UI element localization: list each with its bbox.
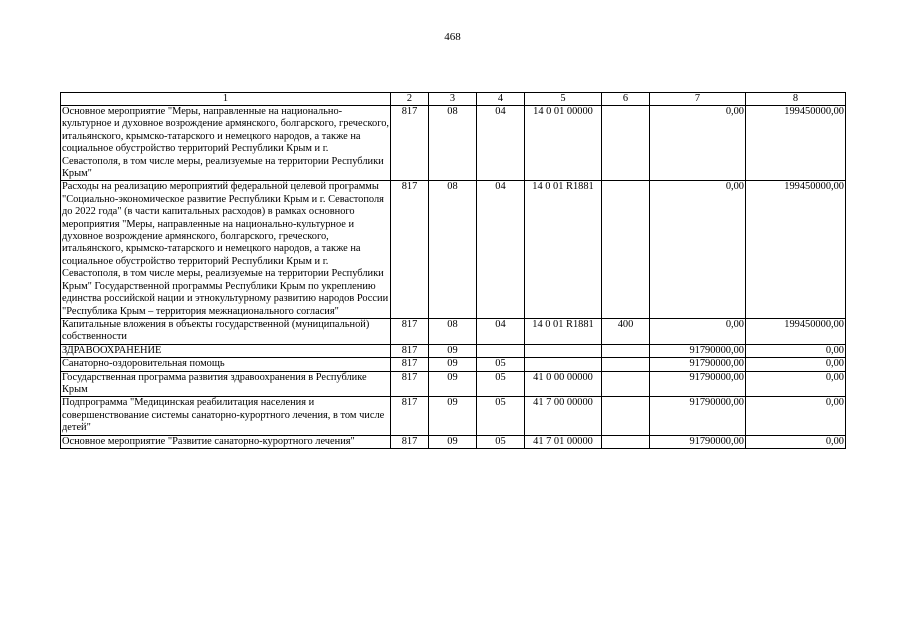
table-row <box>61 181 846 318</box>
row-name: Основное мероприятие "Развитие санаторно-курортного лечения" <box>61 435 391 448</box>
header-col-5: 5 <box>525 93 602 106</box>
row-amount-2: 199450000,00 <box>746 106 846 181</box>
row-expense-type <box>602 397 650 435</box>
table-row <box>61 344 846 357</box>
row-section: 09 <box>429 344 477 357</box>
header-col-1: 1 <box>61 93 391 106</box>
row-subsection: 05 <box>477 358 525 371</box>
row-amount-2: 0,00 <box>746 344 846 357</box>
row-subsection: 05 <box>477 435 525 448</box>
row-amount-1: 0,00 <box>650 106 746 181</box>
row-expense-type <box>602 106 650 181</box>
row-name: ЗДРАВООХРАНЕНИЕ <box>61 344 391 357</box>
row-expense-type <box>602 181 650 318</box>
header-col-3: 3 <box>429 93 477 106</box>
row-subsection: 04 <box>477 318 525 344</box>
header-row <box>61 93 846 106</box>
table-row <box>61 358 846 371</box>
row-subsection: 04 <box>477 181 525 318</box>
row-admin-code: 817 <box>391 358 429 371</box>
row-amount-1: 91790000,00 <box>650 397 746 435</box>
table-row <box>61 435 846 448</box>
row-section: 08 <box>429 181 477 318</box>
row-target-article <box>525 344 602 357</box>
header-col-6: 6 <box>602 93 650 106</box>
row-amount-2: 0,00 <box>746 371 846 397</box>
row-section: 09 <box>429 371 477 397</box>
row-target-article: 41 7 00 00000 <box>525 397 602 435</box>
table-row <box>61 397 846 435</box>
row-name: Основное мероприятие "Меры, направленные на национально-культурное и духовное возрождение армянского, болгарского, греческого, итальянского, крымско-татарского и немецкого народов, а также на социальное обустройство территорий Республики Крым и г. Севастополя, в том числе меры, реализуемые на территории Республики Крым" <box>62 106 389 180</box>
row-admin-code: 817 <box>391 435 429 448</box>
row-subsection: 04 <box>477 106 525 181</box>
row-target-article: 14 0 01 00000 <box>525 106 602 181</box>
row-name: Государственная программа развития здравоохранения в Республике Крым <box>61 371 391 397</box>
table-row <box>61 371 846 397</box>
row-section: 09 <box>429 358 477 371</box>
row-amount-1: 91790000,00 <box>650 344 746 357</box>
row-expense-type: 400 <box>602 318 650 344</box>
row-section: 08 <box>429 106 477 181</box>
row-target-article <box>525 358 602 371</box>
row-amount-2: 199450000,00 <box>746 318 846 344</box>
row-expense-type <box>602 358 650 371</box>
row-target-article: 14 0 01 R1881 <box>525 318 602 344</box>
row-amount-2: 0,00 <box>746 397 846 435</box>
header-col-7: 7 <box>650 93 746 106</box>
page-number: 468 <box>444 31 461 43</box>
row-name: Капитальные вложения в объекты государственной (муниципальной) собственности <box>61 318 391 344</box>
row-name: Санаторно-оздоровительная помощь <box>61 358 391 371</box>
row-subsection: 05 <box>477 371 525 397</box>
row-target-article: 41 0 00 00000 <box>525 371 602 397</box>
row-admin-code: 817 <box>391 181 429 318</box>
row-expense-type <box>602 371 650 397</box>
row-admin-code: 817 <box>391 344 429 357</box>
row-amount-2: 199450000,00 <box>746 181 846 318</box>
header-col-4: 4 <box>477 93 525 106</box>
header-col-8: 8 <box>746 93 846 106</box>
row-amount-1: 91790000,00 <box>650 371 746 397</box>
row-amount-1: 0,00 <box>650 181 746 318</box>
row-admin-code: 817 <box>391 106 429 181</box>
row-admin-code: 817 <box>391 397 429 435</box>
row-amount-1: 91790000,00 <box>650 435 746 448</box>
row-admin-code: 817 <box>391 371 429 397</box>
row-amount-2: 0,00 <box>746 358 846 371</box>
row-name: Расходы на реализацию мероприятий федеральной целевой программы "Социально-экономическое развитие Республики Крым и г. Севастополя до 2022 года" (в части капитальных расходов) в рамках основного мероприятия "Меры, направленные на национально-культурное и духовное возрождение армянского, болгарского, греческого, итальянского, крымско-татарского и немецкого народов, а также на социальное обустройство территорий Республики Крым и г. Севастополя, в том числе меры, реализуемые на территории Республики Крым" Государственной программы Республики Крым по укреплению единства российской нации и этнокультурному развитию народов России "Республика Крым – территория межнационального согласия" <box>61 181 391 318</box>
row-admin-code: 817 <box>391 318 429 344</box>
table-row <box>61 106 846 181</box>
row-section: 08 <box>429 318 477 344</box>
row-expense-type <box>602 344 650 357</box>
row-target-article: 41 7 01 00000 <box>525 435 602 448</box>
row-target-article: 14 0 01 R1881 <box>525 181 602 318</box>
budget-table <box>60 92 846 449</box>
row-name: Подпрограмма "Медицинская реабилитация населения и совершенствование системы санаторно-курортного лечения, в том числе детей" <box>61 397 391 435</box>
row-amount-1: 91790000,00 <box>650 358 746 371</box>
table-row <box>61 318 846 344</box>
row-expense-type <box>602 435 650 448</box>
row-subsection: 05 <box>477 397 525 435</box>
row-section: 09 <box>429 435 477 448</box>
row-amount-1: 0,00 <box>650 318 746 344</box>
row-subsection <box>477 344 525 357</box>
header-col-2: 2 <box>391 93 429 106</box>
row-amount-2: 0,00 <box>746 435 846 448</box>
row-section: 09 <box>429 397 477 435</box>
